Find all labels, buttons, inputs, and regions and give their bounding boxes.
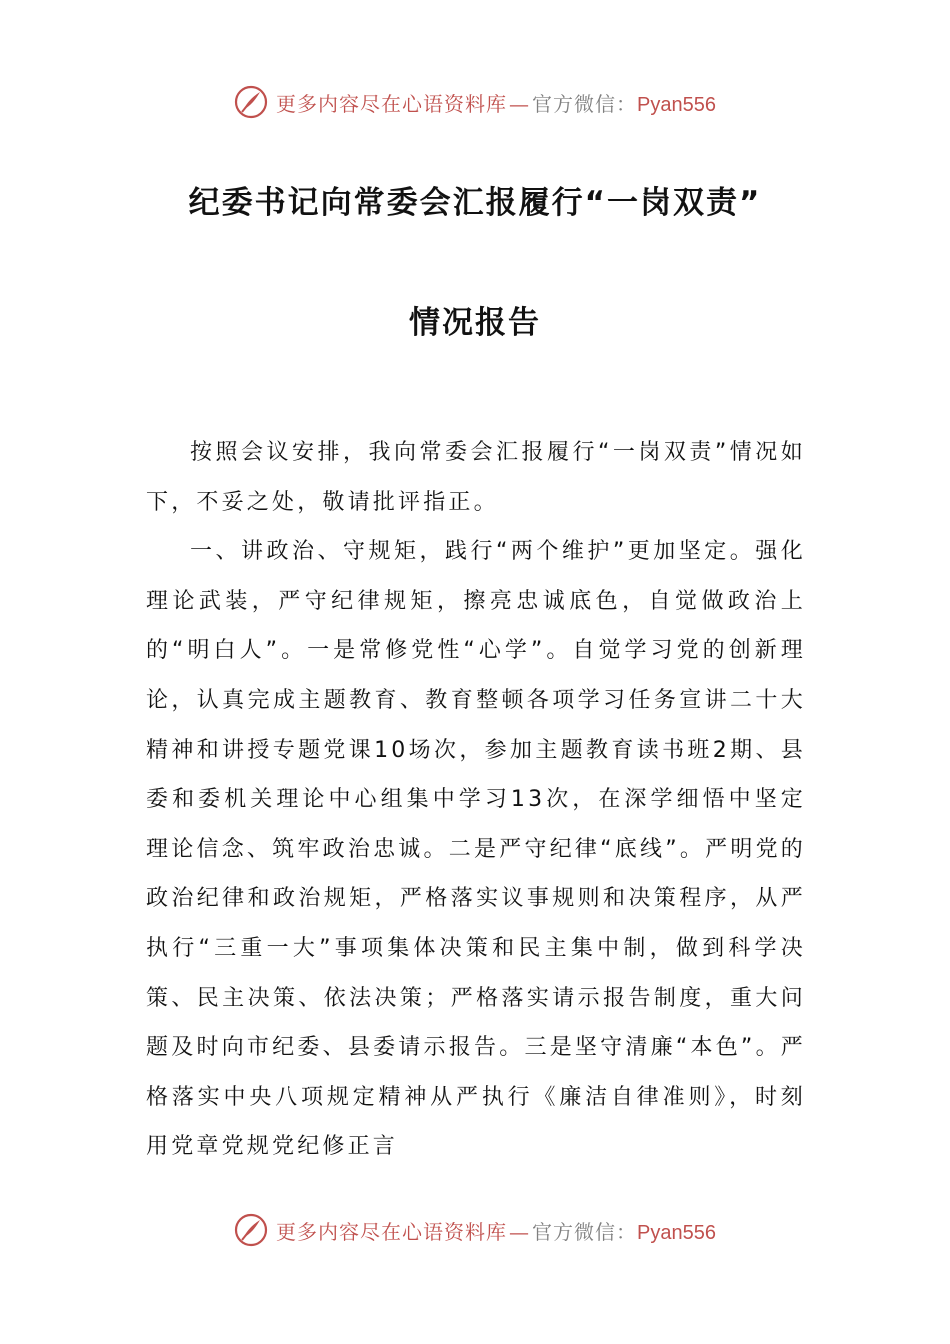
paragraph: 一、讲政治、守规矩，践行“两个维护”更加坚定。强化理论武装，严守纪律规矩，擦亮忠诚底色，自觉做政治上的“明白人”。一是常修党性“心学”。自觉学习党的创新理论，认真完成主题教育、教育整顿各项学习任务宣讲二十大精神和讲授专题党课10场次，参加主题教育读书班2期、县委和委机关理论中心组集中学习13次，在深学细悟中坚定理论信念、筑牢政治忠诚。二是严守纪律“底线”。严明党的政治纪律和政治规矩，严格落实议事规则和决策程序，从严执行“三重一大”事项集体决策和民主集中制，做到科学决策、民主决策、依法决策；严格落实请示报告制度，重大问题及时向市纪委、县委请示报告。三是坚守清廉“本色”。严格落实中央八项规定精神从严执行《廉洁自律准则》，时刻用党章党规党纪修正言 <box>146 539 806 1160</box>
document-title-line2: 情况报告 <box>409 305 541 341</box>
watermark-text: 更多内容尽在心语资料库 — 官方微信：Pyan556 <box>276 91 716 116</box>
paragraph: 按照会议安排，我向常委会汇报履行“一岗双责”情况如下，不妥之处，敬请批评指正。 <box>146 440 806 515</box>
watermark-footer <box>0 1210 950 1250</box>
watermark-header <box>0 82 950 122</box>
document-body <box>146 428 806 1172</box>
quill-logo-icon <box>234 85 268 119</box>
quill-logo-icon <box>234 1213 268 1247</box>
document-title-line1: 纪委书记向常委会汇报履行“一岗双责” <box>188 185 762 221</box>
watermark-text: 更多内容尽在心语资料库 — 官方微信：Pyan556 <box>276 1219 716 1244</box>
